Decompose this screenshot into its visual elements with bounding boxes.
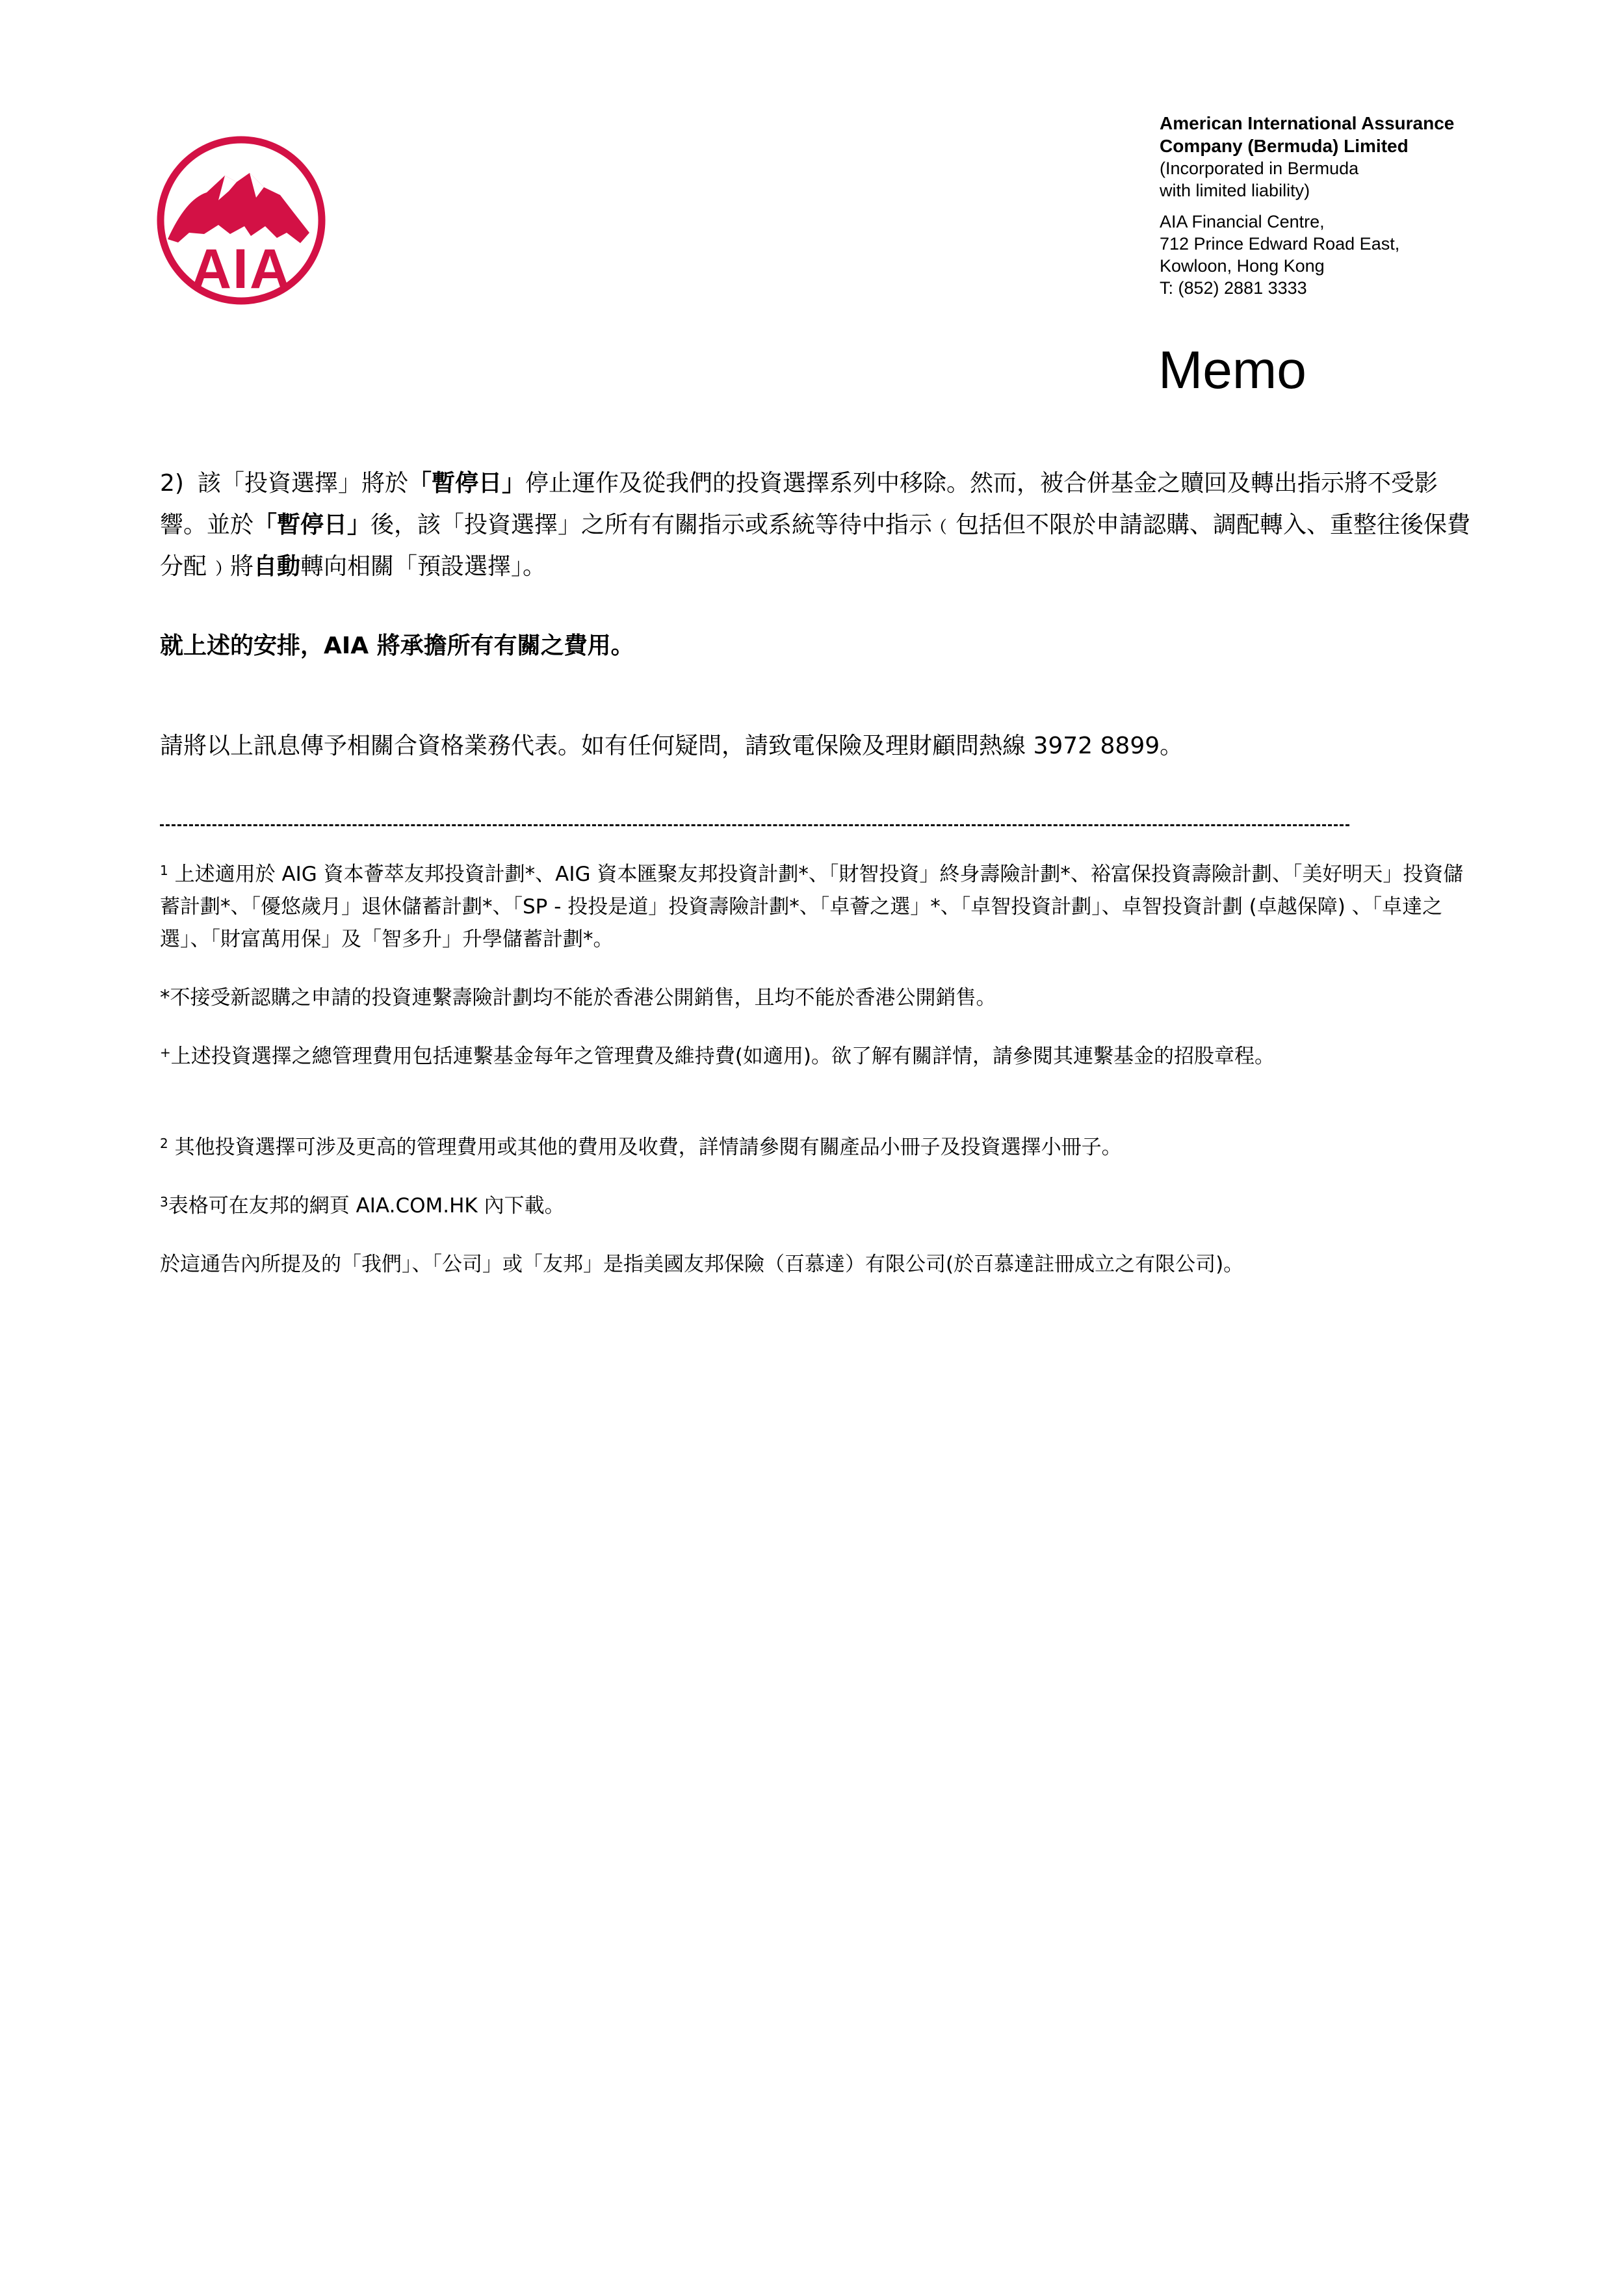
- footnote-plus-mark: +: [160, 1045, 171, 1060]
- address-line1: AIA Financial Centre,: [1160, 212, 1325, 231]
- paragraph-number: 2): [160, 470, 184, 497]
- suspension-date-bold: 「暫停日」: [408, 470, 526, 497]
- footnote-star: *不接受新認購之申請的投資連繫壽險計劃均不能於香港公開銷售，且均不能於香港公開銷售。: [160, 986, 996, 1010]
- incorporation-line1: (Incorporated in Bermuda: [1160, 159, 1359, 178]
- footnote-1: [160, 858, 1479, 956]
- footnote-3-mark: 3: [160, 1194, 168, 1210]
- para1-seg2: 停止運作及從我們的投資選擇系列中移除。然而，被合併基金之贖回及轉出指示將不受影響。並於: [160, 470, 1438, 538]
- para1-seg4: 轉向相關「預設選擇」。: [300, 553, 547, 580]
- phone-number: T: (852) 2881 3333: [1160, 278, 1307, 298]
- address-line3: Kowloon, Hong Kong: [1160, 256, 1325, 276]
- fees-statement: 就上述的安排，AIA 將承擔所有有關之費用。: [160, 633, 634, 659]
- address-line2: 712 Prince Edward Road East,: [1160, 234, 1400, 254]
- footnote-divider: [160, 824, 1349, 826]
- footnote-plus: [160, 1040, 1479, 1073]
- suspension-date-bold-2: 「暫停日」: [254, 512, 371, 538]
- footnote-1-mark: 1: [160, 863, 168, 878]
- company-info: [1160, 112, 1589, 299]
- auto-bold: 自動: [254, 553, 301, 580]
- company-definition-note: 於這通告內所提及的「我們」、「公司」或「友邦」是指美國友邦保險（百慕達）有限公司(於百慕達註冊成立之有限公司)。: [160, 1253, 1244, 1276]
- company-name-line2: Company (Bermuda) Limited: [1160, 136, 1409, 156]
- footnote-plus-text: 上述投資選擇之總管理費用包括連繫基金每年之管理費及維持費(如適用)。欲了解有關詳情，請參閱其連繫基金的招股章程。: [170, 1045, 1275, 1068]
- footnote-3: [160, 1190, 1479, 1222]
- memo-title: Memo: [1158, 341, 1306, 400]
- hotline-statement: 請將以上訊息傳予相關合資格業務代表。如有任何疑問，請致電保險及理財顧問熱線 3972 8899。: [160, 733, 1184, 759]
- logo-text: AIA: [190, 238, 292, 300]
- para1-seg1: 該「投資選擇」將於: [198, 470, 409, 497]
- aia-logo: [153, 135, 329, 306]
- footnote-2: [160, 1131, 1479, 1164]
- footnote-2-mark: 2: [160, 1136, 168, 1151]
- para1-seg3: 後，該「投資選擇」之所有有關指示或系統等待中指示﹙包括但不限於申請認購、調配轉入、重整往後保費分配﹚將: [160, 512, 1471, 580]
- footnote-3-text: 表格可在友邦的網頁 AIA.COM.HK 內下載。: [168, 1194, 565, 1218]
- paragraph-2: [160, 463, 1479, 588]
- footnote-1-text: 上述適用於 AIG 資本薈萃友邦投資計劃*、AIG 資本匯聚友邦投資計劃*、「財智投資」終身壽險計劃*、裕富保投資壽險計劃、「美好明天」投資儲蓄計劃*、「優悠歲月」退休儲蓄計劃*、「SP - 投投是道」投資壽險計劃*、「卓薈之選」*、「卓智投資計劃」、卓智投資計劃 (卓越保障) 、「卓達之選」、「財富萬用保」及「智多升」升學儲蓄計劃*。: [160, 863, 1464, 951]
- footnote-2-text: 其他投資選擇可涉及更高的管理費用或其他的費用及收費，詳情請參閱有關產品小冊子及投資選擇小冊子。: [168, 1136, 1122, 1159]
- company-name-line1: American International Assurance: [1160, 113, 1455, 133]
- incorporation-line2: with limited liability): [1160, 181, 1310, 200]
- logo-mountain: [168, 173, 309, 243]
